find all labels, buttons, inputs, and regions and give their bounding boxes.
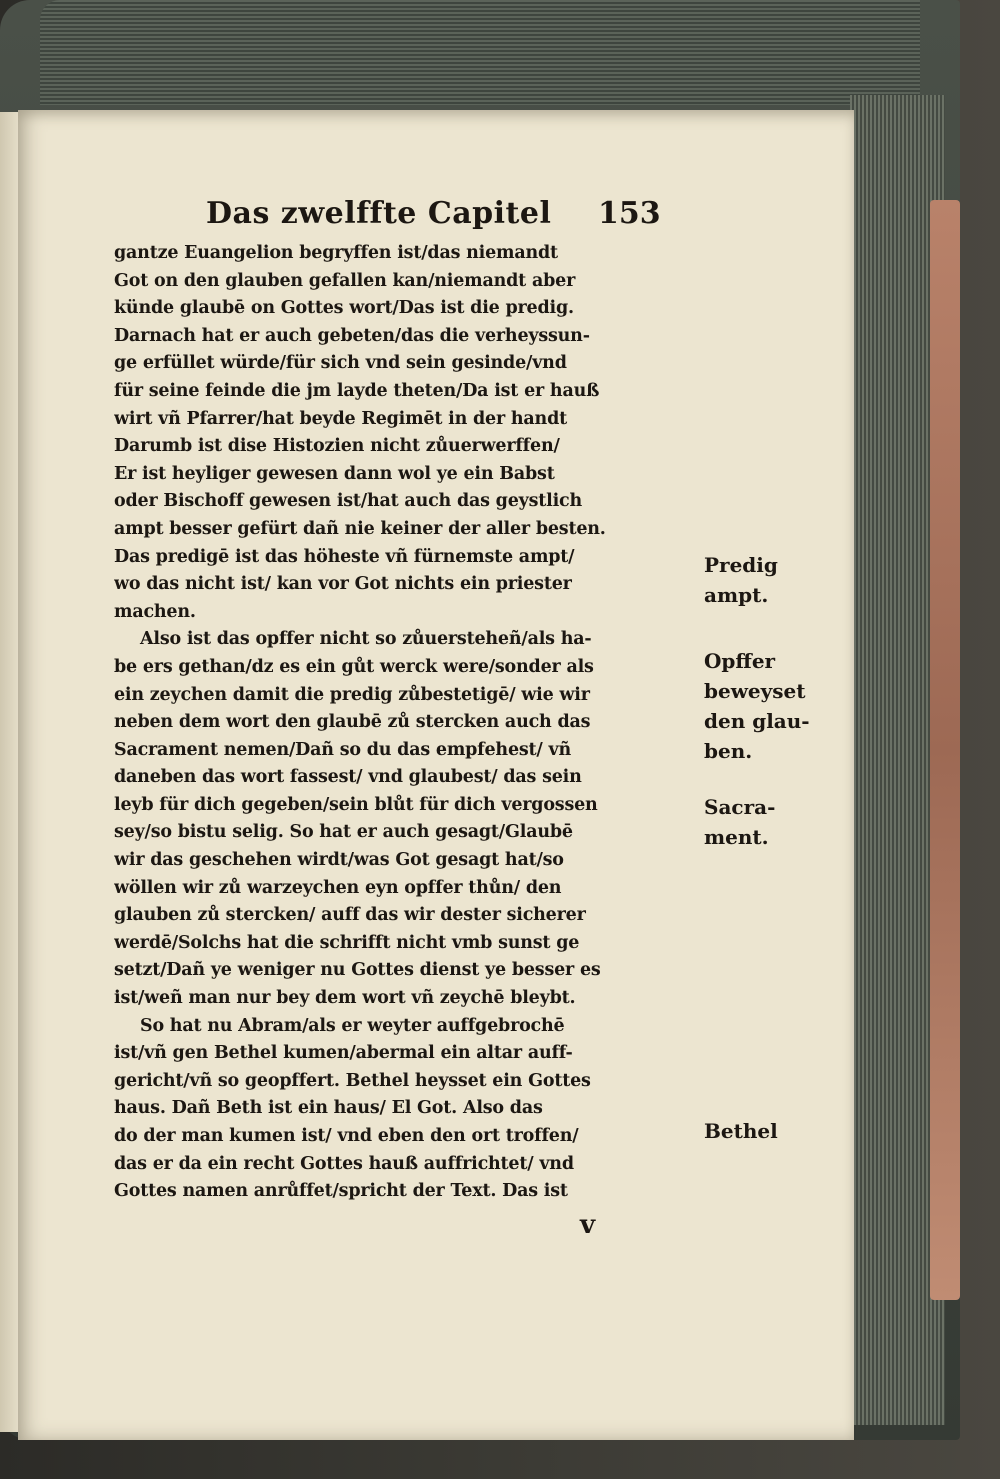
text-line: ist/vñ gen Bethel kumen/abermal ein altar auff-	[114, 1043, 573, 1064]
margin-note-line: Sacra-	[704, 795, 776, 819]
text-line: be ers gethan/dz es ein gůt werck were/sonder als	[114, 656, 594, 677]
paragraph-start-line: So hat nu Abram/als er weyter auffgebrochē	[140, 1015, 565, 1036]
margin-note-sacrament	[704, 792, 824, 852]
page-number: 153	[598, 196, 661, 231]
cover-edge	[930, 200, 960, 1300]
text-line: oder Bischoff gewesen ist/hat auch das geystlich	[114, 491, 583, 512]
text-line: ampt besser gefürt dañ nie keiner der aller besten.	[114, 518, 606, 539]
text-line: wir das geschehen wirdt/was Got gesagt hat/so	[114, 850, 564, 871]
margin-note-line: ment.	[704, 825, 769, 849]
text-line: Got on den glauben gefallen kan/niemandt aber	[114, 270, 576, 291]
body-text	[114, 240, 704, 1206]
book-page	[18, 110, 854, 1440]
text-line: ge erfüllet würde/für sich vnd sein gesinde/vnd	[114, 353, 567, 374]
text-line: setzt/Dañ ye weniger nu Gottes dienst ye besser es	[114, 960, 601, 981]
text-line: Er ist heyliger gewesen dann wol ye ein Babst	[114, 463, 555, 484]
margin-note-line: den glau-	[704, 709, 810, 733]
text-line: Darumb ist dise Histozien nicht zůuerwerffen/	[114, 436, 560, 457]
text-line: haus. Dañ Beth ist ein haus/ El Got. Also das	[114, 1098, 543, 1119]
text-line: wirt vñ Pfarrer/hat beyde Regimēt in der handt	[114, 408, 567, 429]
text-line: sey/so bistu selig. So hat er auch gesagt/Glaubē	[114, 822, 573, 843]
text-line: werdē/Solchs hat die schrifft nicht vmb sunst ge	[114, 932, 580, 953]
text-line: gantze Euangelion begryffen ist/das niemandt	[114, 243, 558, 263]
running-head	[206, 196, 686, 240]
text-line: machen.	[114, 601, 196, 622]
running-title: Das zwelffte Capitel	[206, 196, 552, 231]
margin-note-predig	[704, 550, 824, 610]
text-line: ist/weñ man nur bey dem wort vñ zeychē bleybt.	[114, 988, 576, 1009]
margin-note-bethel	[704, 1116, 824, 1146]
text-line: neben dem wort den glaubē zů stercken auch das	[114, 712, 591, 733]
margin-note-line: ben.	[704, 739, 753, 763]
text-line: gericht/vñ so geopffert. Bethel heysset ein Gottes	[114, 1070, 591, 1091]
book-top-edge	[40, 0, 920, 105]
paragraph-start-line: Also ist das opffer nicht so zůuersteheñ/als ha-	[140, 629, 592, 650]
signature-mark: v	[580, 1210, 596, 1240]
text-line: das er da ein recht Gottes hauß auffrichtet/ vnd	[114, 1153, 574, 1174]
text-line: für seine feinde die jm layde theten/Da ist er hauß	[114, 380, 600, 401]
text-line: do der man kumen ist/ vnd eben den ort troffen/	[114, 1126, 579, 1146]
text-line: Das predigē ist das höheste vñ fürnemste ampt/	[114, 546, 575, 567]
text-line: Sacrament nemen/Dañ so du das empfehest/ vñ	[114, 739, 572, 760]
margin-note-line: Predig	[704, 553, 778, 577]
margin-note-opffer	[704, 646, 824, 766]
text-line: leyb für dich gegeben/sein blůt für dich vergossen	[114, 794, 598, 815]
text-line: Darnach hat er auch gebeten/das die verheyssun-	[114, 325, 590, 346]
margin-note-line: Opffer	[704, 649, 776, 673]
margin-note-line: beweyset	[704, 679, 806, 703]
text-line: wo das nicht ist/ kan vor Got nichts ein priester	[114, 574, 572, 595]
margin-note-line: ampt.	[704, 583, 769, 607]
text-line: künde glaubē on Gottes wort/Das ist die predig.	[114, 298, 574, 319]
text-line: Gottes namen anrůffet/spricht der Text. Das ist	[114, 1181, 568, 1202]
text-line: ein zeychen damit die predig zůbestetigē/ wie wir	[114, 684, 590, 705]
margin-note-line: Bethel	[704, 1119, 778, 1143]
text-line: daneben das wort fassest/ vnd glaubest/ das sein	[114, 767, 582, 788]
text-line: glauben zů stercken/ auff das wir dester sicherer	[114, 905, 586, 926]
text-line: wöllen wir zů warzeychen eyn opffer thůn/ den	[114, 877, 562, 898]
